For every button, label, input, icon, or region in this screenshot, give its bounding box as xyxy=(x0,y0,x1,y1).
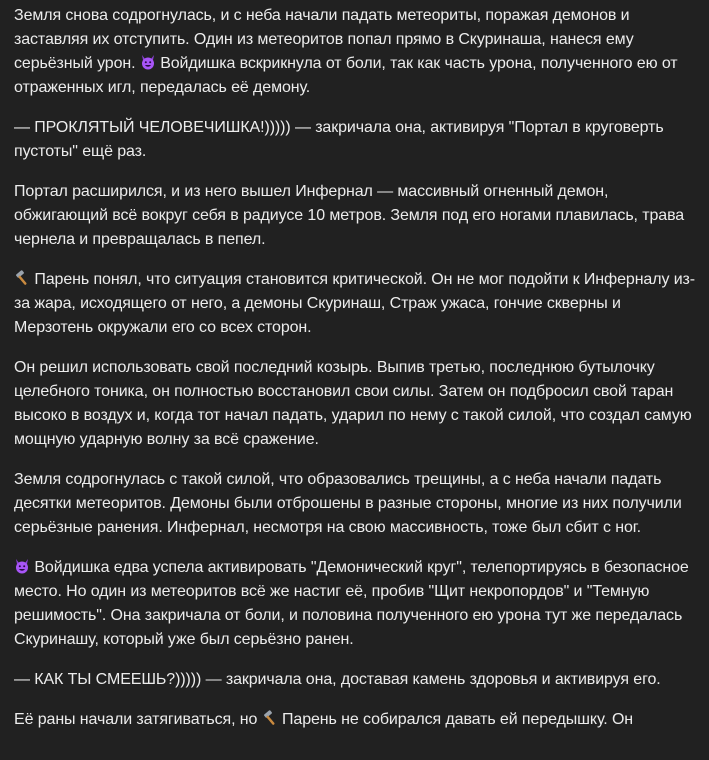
message-paragraph-2: — ПРОКЛЯТЫЙ ЧЕЛОВЕЧИШКА!))))) — закричала она, активируя "Портал в круговерть пустоты" ещё раз. xyxy=(14,119,664,160)
paragraph-text: Войдишка едва успела активировать "Демонический круг", телепортируясь в безопасное место. Но один из метеоритов всё же настиг её, пробив "Щит некропордов" и "Темную решимость". Она закричала от боли, и половина полученного ею урона тут же передалась Скуринашу, который уже был серьёзно ранен. xyxy=(14,559,689,648)
paragraph-text: Земля снова содрогнулась, и с неба начали падать метеориты, поражая демонов и заставляя их отступить. Один из метеоритов попал прямо в Скуринаша, нанеся ему серьёзный урон. xyxy=(14,7,634,72)
message-paragraph-4 xyxy=(14,268,704,340)
message-paragraph-8: — КАК ТЫ СМЕЕШЬ?))))) — закричала она, доставая камень здоровья и активируя его. xyxy=(14,671,661,688)
hammer-icon xyxy=(14,270,30,286)
paragraph-text: Парень понял, что ситуация становится критической. Он не мог подойти к Инферналу из-за жара, исходящего от него, а демоны Скуринаш, Страж ужаса, гончие скверны и Мерзотень окружали его со всех сторон. xyxy=(14,271,696,336)
paragraph-text: Её раны начали затягиваться, но xyxy=(14,711,262,728)
message-paragraph-1 xyxy=(14,4,704,100)
assistant-message xyxy=(14,4,704,748)
message-paragraph-9 xyxy=(14,708,704,732)
smiling-devil-icon xyxy=(140,54,156,70)
smiling-devil-icon xyxy=(14,558,30,574)
message-paragraph-5: Он решил использовать свой последний козырь. Выпив третью, последнюю бутылочку целебного тоника, он полностью восстановил свои силы. Затем он подбросил свой таран высоко в воздух и, когда тот начал падать, ударил по нему с такой силой, что создал самую мощную ударную волну за всё сражение. xyxy=(14,359,692,448)
message-paragraph-7 xyxy=(14,556,704,652)
message-paragraph-3: Портал расширился, и из него вышел Инфернал — массивный огненный демон, обжигающий всё вокруг себя в радиусе 10 метров. Земля под его ногами плавилась, трава чернела и превращалась в пепел. xyxy=(14,183,685,248)
hammer-icon xyxy=(262,710,278,726)
message-paragraph-6: Земля содрогнулась с такой силой, что образовались трещины, а с неба начали падать десятки метеоритов. Демоны были отброшены в разные стороны, многие из них получили серьёзные ранения. Инфернал, несмотря на свою массивность, тоже был сбит с ног. xyxy=(14,471,682,536)
paragraph-text: Войдишка вскрикнула от боли, так как часть урона, полученного ею от отраженных игл, передалась её демону. xyxy=(14,55,678,96)
paragraph-text: Парень не собирался давать ей передышку. Он xyxy=(277,711,634,728)
